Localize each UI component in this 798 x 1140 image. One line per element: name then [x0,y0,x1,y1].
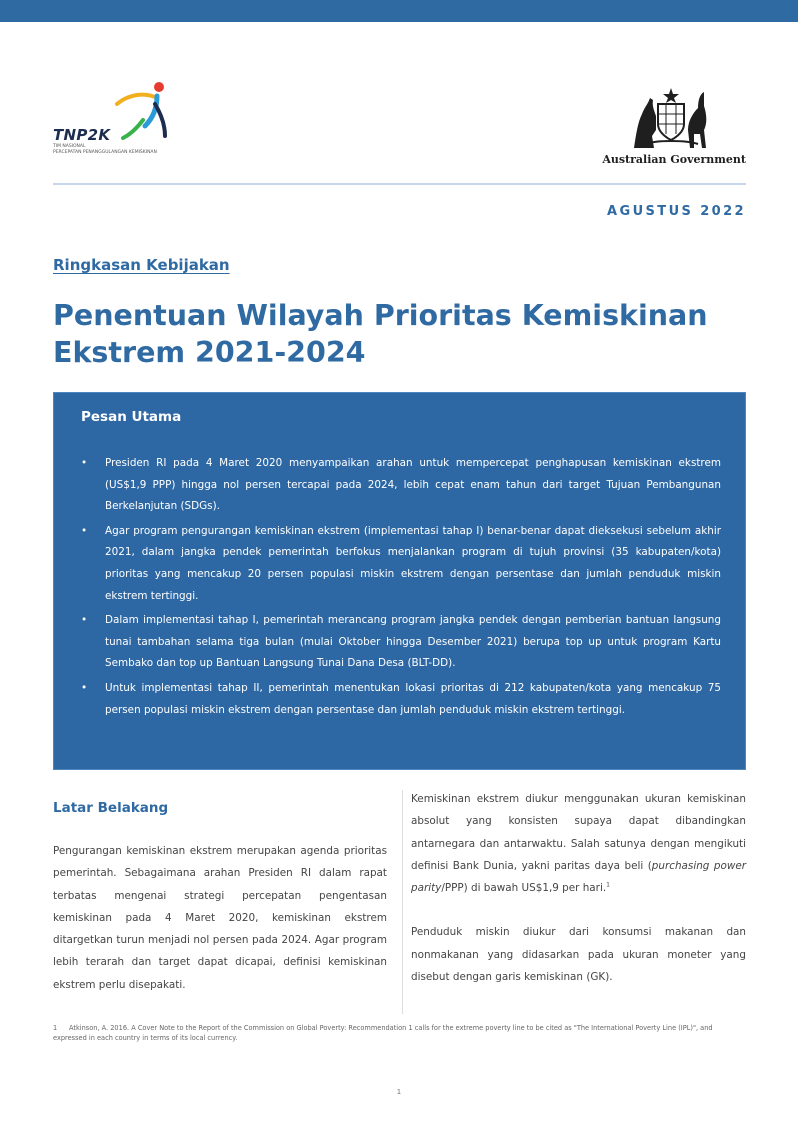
key-message-item [81,610,721,675]
tnp2k-subtitle-line1: TIM NASIONAL [53,144,86,149]
background-paragraph-right-1 [411,788,746,899]
column-divider [402,790,403,1014]
key-messages-list [81,453,721,724]
tnp2k-logo [53,80,223,170]
key-message-item [81,453,721,518]
page-number: 1 [396,1088,402,1096]
bullet-icon: • [81,614,88,627]
australian-government-logo [596,86,746,170]
header-divider [53,183,746,185]
background-column-right [411,788,746,988]
tnp2k-subtitle [53,144,213,156]
bullet-icon: • [81,524,88,537]
background-paragraph-left: Pengurangan kemiskinan ekstrem merupakan agenda prioritas pemerintah. Sebagaimana arahan Presiden RI dalam rapat terbatas mengenai strategi percepatan pengentasan kemiskinan pada 4 Maret 2020, kemiskinan ekstrem ditargetkan turun menjadi nol persen pada 2024. Agar program lebih terarah dan target dapat dicapai, definisi kemiskinan ekstrem perlu disepakati. [53,845,387,991]
footnote-reference[interactable]: 1 [606,881,610,889]
document-title: Penentuan Wilayah Prioritas Kemiskinan Ekstrem 2021-2024 [53,299,708,369]
bullet-icon: • [81,457,88,469]
document-type-label: Ringkasan Kebijakan [53,256,230,274]
tnp2k-subtitle-line2: PERCEPATAN PENANGGULANGAN KEMISKINAN [53,150,157,155]
key-messages-box [53,392,746,770]
top-color-bar [0,0,798,22]
bullet-icon: • [81,681,88,694]
paragraph-italic-term: purchasing power parity [411,859,746,895]
key-message-text: Presiden RI pada 4 Maret 2020 menyampaikan arahan untuk mempercepat penghapusan kemiskinan ekstrem (US$1,9 PPP) hingga nol persen tercapai pada 2024, lebih cepat enam tahun dari target Tujuan Pembangunan Berkelanjutan (SDGs). [105,457,721,513]
background-paragraph-right-2: Penduduk miskin diukur dari konsumsi makanan dan nonmakanan yang didasarkan pada ukuran moneter yang disebut dengan garis kemiskinan (GK). [411,926,746,984]
australian-government-wordmark: Australian Government [602,153,746,166]
tnp2k-figure-icon [115,80,175,140]
coat-of-arms-icon [626,86,716,150]
key-message-text: Dalam implementasi tahap I, pemerintah merancang program jangka pendek dengan pemberian bantuan langsung tunai tambahan selama tiga bulan (mulai Oktober hingga Desember 2021) berupa top up untuk program Kartu Sembako dan top up Bantuan Langsung Tunai Dana Desa (BLT-DD). [105,614,721,670]
key-message-text: Untuk implementasi tahap II, pemerintah menentukan lokasi prioritas di 212 kabupaten/kota yang mencakup 75 persen populasi miskin ekstrem dengan persentase dan jumlah penduduk miskin ekstrem tertinggi. [105,681,721,716]
section-title-background: Latar Belakang [53,800,169,816]
publication-date: AGUSTUS 2022 [607,204,746,219]
key-message-text: Agar program pengurangan kemiskinan ekstrem (implementasi tahap I) benar-benar dapat dieksekusi sebelum akhir 2021, dalam jangka pendek pemerintah berfokus menjalankan program di tujuh provinsi (35 kabupaten/kota) prioritas yang mencakup 20 persen populasi miskin ekstrem dengan persentase dan jumlah penduduk miskin ekstrem tertinggi. [105,524,721,602]
footnote-text: Atkinson, A. 2016. A Cover Note to the Report of the Commission on Global Poverty: Recommendation 1 calls for the extreme poverty line to be cited as "The International Poverty Line (IPL)", and expressed in each country in terms of its local currency. [53,1024,713,1042]
paragraph-text: /PPP) di bawah US$1,9 per hari. [441,882,607,895]
tnp2k-wordmark: TNP2K [53,126,111,144]
footnote-mark: 1 [53,1024,58,1032]
key-messages-title: Pesan Utama [81,409,182,425]
paragraph-text: Kemiskinan ekstrem diukur menggunakan ukuran kemiskinan absolut yang konsisten supaya dapat dibandingkan antarnegara dan antarwaktu. Salah satunya dengan mengikuti definisi Bank Dunia, yakni paritas daya beli ( [411,793,746,872]
key-message-item [81,521,721,607]
footnote [53,1023,748,1043]
key-message-item [81,678,721,721]
